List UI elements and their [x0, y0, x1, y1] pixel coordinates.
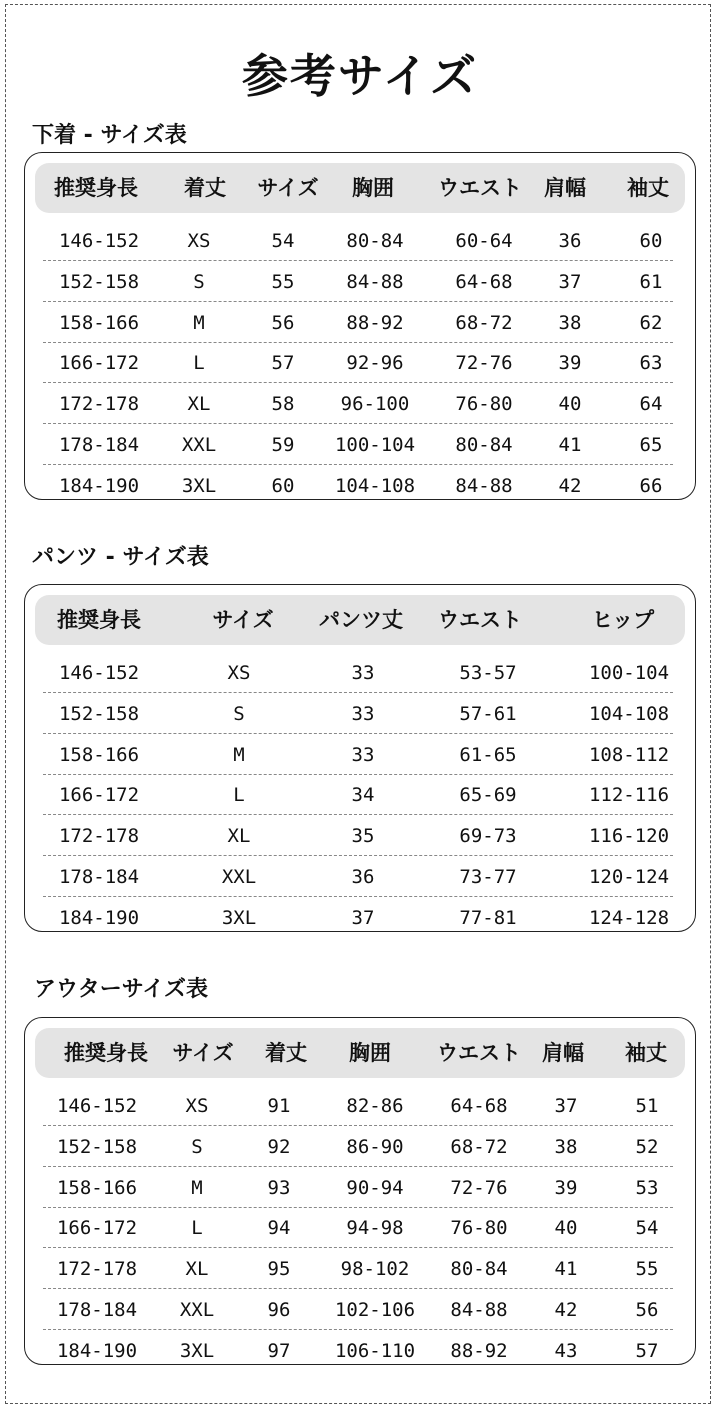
page-title: 参考サイズ [241, 49, 479, 103]
table-cell: 38 [558, 311, 582, 334]
table-cell: 57 [635, 1339, 659, 1362]
table-cell: 166-172 [56, 1217, 138, 1240]
table-cell: 172-178 [56, 1258, 138, 1281]
table-cell: 158-166 [58, 311, 140, 334]
table-cell: 146-152 [58, 230, 140, 252]
table-cell: XS [185, 1095, 209, 1117]
table-cell: 97 [267, 1339, 291, 1362]
table-cell: 69-73 [459, 825, 517, 848]
table-cell: 93 [267, 1176, 291, 1199]
column-header: 着丈 [265, 1041, 307, 1065]
table-cell: 33 [351, 702, 375, 725]
table-cell: 3XL [181, 474, 217, 497]
table-cell: 40 [554, 1217, 578, 1240]
table-cell: 152-158 [58, 702, 140, 725]
column-header: 推奨身長 [64, 1041, 148, 1065]
table-cell: 34 [351, 784, 375, 807]
table-cell: 60 [271, 474, 295, 497]
table-row [43, 384, 673, 424]
table-cell: 120-124 [588, 866, 670, 888]
table-cell: 55 [635, 1258, 659, 1281]
table-cell: 36 [558, 230, 582, 252]
table-cell: 104-108 [588, 702, 670, 725]
table-cell: 36 [351, 866, 375, 888]
table-cell: 88-92 [450, 1339, 508, 1362]
table-row [43, 1208, 673, 1248]
table-cell: 184-190 [56, 1339, 138, 1362]
table-cell: 68-72 [455, 311, 513, 334]
table-cell: 66 [639, 474, 663, 497]
table-cell: 92-96 [346, 352, 404, 375]
table-cell: 57-61 [459, 702, 517, 725]
table-cell: 158-166 [58, 743, 140, 766]
table-cell: 33 [351, 743, 375, 766]
table-cell: 51 [635, 1095, 659, 1117]
size-table [24, 1017, 696, 1365]
table-cell: 106-110 [334, 1339, 416, 1362]
table-cell: 92 [267, 1135, 291, 1158]
size-table [24, 152, 696, 500]
table-cell: 184-190 [58, 906, 140, 929]
table-cell: 58 [271, 393, 295, 416]
table-row [43, 816, 673, 856]
table-row [43, 466, 673, 506]
table-cell: 100-104 [588, 662, 670, 684]
table-cell: L [191, 1217, 203, 1240]
table-cell: 90-94 [346, 1176, 404, 1199]
table-cell: 3XL [179, 1339, 215, 1362]
table-cell: 65 [639, 434, 663, 456]
table-cell: 33 [351, 662, 375, 684]
table-cell: 178-184 [58, 434, 140, 456]
table-row [43, 1249, 673, 1289]
table-cell: L [233, 784, 245, 807]
table-cell: 41 [558, 434, 582, 456]
table-cell: 54 [635, 1217, 659, 1240]
table-cell: 39 [554, 1176, 578, 1199]
table-cell: 100-104 [334, 434, 416, 456]
table-cell: 146-152 [58, 662, 140, 684]
table-cell: 152-158 [58, 270, 140, 293]
table-cell: XL [187, 393, 211, 416]
table-cell: 62 [639, 311, 663, 334]
table-cell: 55 [271, 270, 295, 293]
table-cell: 61-65 [459, 743, 517, 766]
table-cell: M [233, 743, 245, 766]
column-header: 胸囲 [352, 176, 394, 200]
column-header: パンツ丈 [319, 608, 403, 632]
column-header: 肩幅 [544, 176, 586, 200]
table-header [35, 163, 685, 213]
table-cell: 146-152 [56, 1095, 138, 1117]
table-cell: 166-172 [58, 352, 140, 375]
table-cell: 59 [271, 434, 295, 456]
table-cell: S [233, 702, 245, 725]
column-header: ウエスト [438, 608, 522, 632]
table-row [43, 221, 673, 261]
table-cell: 80-84 [455, 434, 513, 456]
table-cell: 37 [558, 270, 582, 293]
table-cell: 64-68 [455, 270, 513, 293]
table-cell: 96 [267, 1299, 291, 1321]
table-row [43, 1086, 673, 1126]
table-cell: 98-102 [340, 1258, 410, 1281]
table-header [35, 1028, 685, 1078]
column-header: 推奨身長 [57, 608, 141, 632]
table-row [43, 775, 673, 815]
table-cell: 37 [554, 1095, 578, 1117]
column-header: 肩幅 [542, 1041, 584, 1065]
table-cell: 57 [271, 352, 295, 375]
column-header: ウエスト [438, 176, 522, 200]
table-cell: S [193, 270, 205, 293]
table-cell: 77-81 [459, 906, 517, 929]
column-header: サイズ [257, 176, 319, 200]
table-cell: 65-69 [459, 784, 517, 807]
table-cell: 39 [558, 352, 582, 375]
table-cell: 94 [267, 1217, 291, 1240]
table-cell: 158-166 [56, 1176, 138, 1199]
table-cell: 63 [639, 352, 663, 375]
section-title: アウターサイズ表 [34, 977, 209, 1002]
table-cell: 38 [554, 1135, 578, 1158]
table-cell: 56 [635, 1299, 659, 1321]
column-header: 袖丈 [627, 176, 669, 200]
table-cell: 108-112 [588, 743, 670, 766]
table-cell: 40 [558, 393, 582, 416]
table-row [43, 653, 673, 693]
table-cell: 52 [635, 1135, 659, 1158]
table-cell: 60 [639, 230, 663, 252]
column-header: 推奨身長 [54, 176, 138, 200]
table-cell: 178-184 [56, 1299, 138, 1321]
table-cell: 42 [558, 474, 582, 497]
table-cell: XXL [221, 866, 257, 888]
column-header: 袖丈 [625, 1041, 667, 1065]
table-cell: 64-68 [450, 1095, 508, 1117]
table-cell: 76-80 [450, 1217, 508, 1240]
table-cell: 104-108 [334, 474, 416, 497]
table-cell: 37 [351, 906, 375, 929]
table-row [43, 694, 673, 734]
table-cell: 53 [635, 1176, 659, 1199]
column-header: ヒップ [591, 608, 655, 632]
table-cell: XS [187, 230, 211, 252]
table-cell: 61 [639, 270, 663, 293]
table-cell: 42 [554, 1299, 578, 1321]
table-row [43, 1127, 673, 1167]
table-cell: 72-76 [450, 1176, 508, 1199]
table-cell: 102-106 [334, 1299, 416, 1321]
column-header: 胸囲 [349, 1041, 391, 1065]
table-cell: XXL [181, 434, 217, 456]
table-cell: 72-76 [455, 352, 513, 375]
table-header [35, 595, 685, 645]
table-cell: 166-172 [58, 784, 140, 807]
size-table [24, 584, 696, 932]
table-cell: 3XL [221, 906, 257, 929]
table-row [43, 1290, 673, 1330]
table-cell: M [191, 1176, 203, 1199]
table-cell: 172-178 [58, 393, 140, 416]
table-row [43, 343, 673, 383]
column-header: 着丈 [184, 176, 226, 200]
table-cell: 54 [271, 230, 295, 252]
table-cell: M [193, 311, 205, 334]
table-cell: 95 [267, 1258, 291, 1281]
column-header: サイズ [212, 608, 274, 632]
table-cell: 43 [554, 1339, 578, 1362]
table-cell: 82-86 [346, 1095, 404, 1117]
table-cell: 184-190 [58, 474, 140, 497]
table-cell: S [191, 1135, 203, 1158]
table-cell: XL [185, 1258, 209, 1281]
table-cell: 124-128 [588, 906, 670, 929]
table-row [43, 262, 673, 302]
table-row [43, 1168, 673, 1208]
table-cell: 152-158 [56, 1135, 138, 1158]
table-cell: 84-88 [455, 474, 513, 497]
table-row [43, 898, 673, 938]
table-cell: 116-120 [588, 825, 670, 848]
table-cell: 178-184 [58, 866, 140, 888]
section-title: 下着 - サイズ表 [32, 123, 187, 148]
table-cell: 80-84 [450, 1258, 508, 1281]
table-cell: 88-92 [346, 311, 404, 334]
table-cell: L [193, 352, 205, 375]
table-cell: 96-100 [340, 393, 410, 416]
table-cell: 64 [639, 393, 663, 416]
table-row [43, 425, 673, 465]
table-cell: 35 [351, 825, 375, 848]
table-row [43, 303, 673, 343]
column-header: サイズ [172, 1041, 234, 1065]
table-cell: 68-72 [450, 1135, 508, 1158]
table-cell: 73-77 [459, 866, 517, 888]
table-row [43, 857, 673, 897]
table-row [43, 1331, 673, 1371]
table-row [43, 735, 673, 775]
table-cell: 94-98 [346, 1217, 404, 1240]
table-cell: XL [227, 825, 251, 848]
table-cell: 112-116 [588, 784, 670, 807]
table-cell: 41 [554, 1258, 578, 1281]
table-cell: 84-88 [346, 270, 404, 293]
table-cell: 84-88 [450, 1299, 508, 1321]
table-cell: XXL [179, 1299, 215, 1321]
table-cell: 60-64 [455, 230, 513, 252]
section-title: パンツ - サイズ表 [32, 545, 209, 570]
table-cell: 80-84 [346, 230, 404, 252]
table-cell: 172-178 [58, 825, 140, 848]
column-header: ウエスト [437, 1041, 521, 1065]
table-cell: 56 [271, 311, 295, 334]
table-cell: 53-57 [459, 662, 517, 684]
table-cell: XS [227, 662, 251, 684]
table-cell: 86-90 [346, 1135, 404, 1158]
table-cell: 91 [267, 1095, 291, 1117]
table-cell: 76-80 [455, 393, 513, 416]
